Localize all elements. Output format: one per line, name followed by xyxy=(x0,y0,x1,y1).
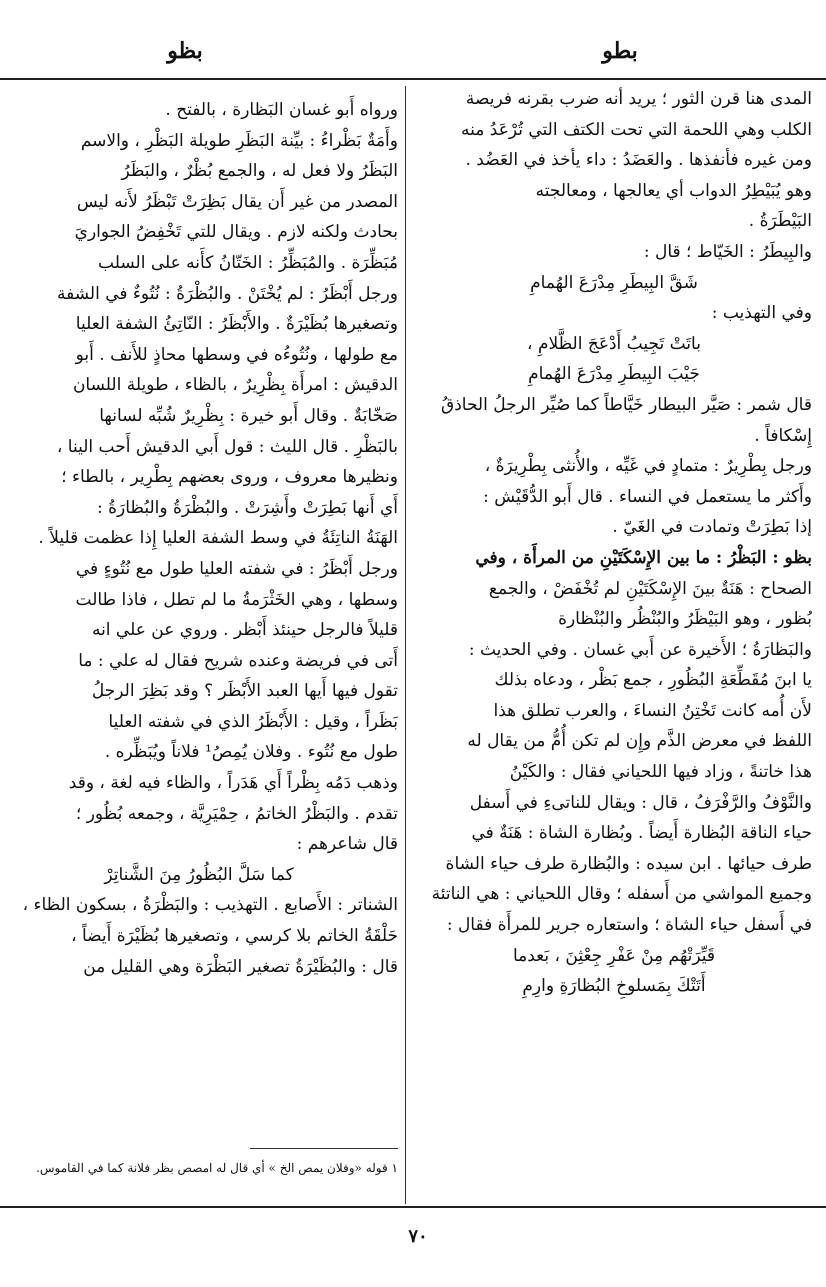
running-header-right: بطو xyxy=(602,38,638,64)
text-line: يا ابنَ مُقَطِّعَةِ البُظُورِ ، جمع بَظْر ، ودعاه بذلك xyxy=(494,670,812,691)
text-line: مُبَظِّرَة . والمُبَظِّرُ : الخَتّانُ كأَنه على السلب xyxy=(98,252,398,273)
text-line: البَظَرُ ولا فعل له ، والجمع بُظْرٌ ، والبَظَرُ xyxy=(121,161,398,182)
text-line: إذا بَطِرَتْ وتمادت في الغَيّ . xyxy=(612,517,812,538)
text-line: قال : والبُظَيْرَةُ تصغير البَظْرَة وهي القليل من xyxy=(83,956,398,977)
right-column xyxy=(416,84,812,1202)
text-line: وذهب دَمُه بِظْراً أَي هَدَراً ، والظاء فيه لغة ، وقد xyxy=(68,773,398,794)
text-line: ورجل بِطْرِيرٌ : متمادٍ في غَيِّه ، والأُنثى بِطْرِيرَةٌ ، xyxy=(484,456,812,477)
running-header-left: بظو xyxy=(167,38,203,64)
text-line: والبَظارَةُ ؛ الأَخيرة عن أَبي غسان . وفي الحديث : xyxy=(468,639,812,660)
text-line: لأَن أُمه كانت تَخْتِنُ النساءَ ، والعرب تطلق هذا xyxy=(493,700,812,721)
verse-line: كما سَلَّ البُظُورُ مِنَ الشَّناتِرْ xyxy=(104,864,294,885)
text-line: حياء الناقة البُظارة أَيضاً . وبُظارة الشاة : هَنَةٌ في xyxy=(471,823,812,844)
text-line: طرف حيائها . ابن سيده : والبُظارة طرف حياء الشاة xyxy=(445,853,812,874)
verse-line: قَيِّرَتْهُم مِنْ عَفْرِ جِعْثِنَ ، بَعدما xyxy=(512,945,716,966)
text-line: ومن غيره فأنفذها . والعَضَدُ : داء يأخذ في العَضُد . xyxy=(465,150,812,171)
verse-line: أَتَتْكَ بِمَسلوخِ البُظارَةِ وارِمِ xyxy=(522,976,706,997)
text-line: الكلب وهي اللحمة التي تحت الكتف التي تُرْعَدُ منه xyxy=(461,119,812,140)
text-line: بحادث ولكنه لازم . ويقال للتي تَخْفِضُ الجواريَ xyxy=(74,222,398,243)
entry-heading-line: بظو : البَظْرُ : ما بين الإِسْكَتَيْنِ من المرأَة ، وفي xyxy=(475,547,812,568)
footnote-rule xyxy=(250,1148,398,1149)
verse-line: باتَتْ تَجِيبُ أَدْعَجَ الظَّلامِ ، xyxy=(527,333,701,354)
text-line: وهو يُبَيْطِرُ الدواب أي يعالجها ، ومعالجته xyxy=(535,180,812,201)
text-line: تقدم . والبَظْرُ الخاتمُ ، حِمْيَرِيَّة ، وجمعه بُظُور ؛ xyxy=(75,803,398,824)
text-line: الصحاح : هَنَةٌ بينَ الإِسْكَتَيْنِ لم تُخْفَضْ ، والجمع xyxy=(488,578,812,599)
left-column xyxy=(0,95,398,1145)
text-line: والنَّوْفُ والرَّفْرَفُ ، قال : ويقال للناتىءِ في أَسفل xyxy=(469,792,812,813)
text-line: حَلْقَةُ الخاتم بلا كرسي ، وتصغيرها بُظَيْرَة أَيضاً ، xyxy=(71,926,398,947)
text-line: المدى هنا قرن الثور ؛ يريد أنه ضرب بقرنه فريصة xyxy=(465,89,812,109)
text-line: في أَسفل حياء الشاة ؛ واستعاره جرير للمرأَة فقال : xyxy=(446,915,812,936)
text-line: اللفظ في معرض الذَّم وإِن لم تكن أُمُّ من يقال له xyxy=(467,731,812,752)
text-line: الهَنَةُ الناتِئَةُ في وسط الشفة العليا إِذا عظمت قليلاً . xyxy=(38,528,398,549)
text-line: وجميع المواشي من أَسفله ؛ وقال اللحياني : هي الناتئة xyxy=(431,884,812,905)
text-line: وسطها ، وهي الخَثْرَمةُ ما لم تطل ، فاذا طالت xyxy=(75,589,398,610)
text-line: وأَمَةٌ بَظْراءُ : بيِّنة البَظَرِ طويلة البَظْرِ ، والاسم xyxy=(80,130,398,151)
text-line: والبِيطَرُ : الخَيّاط ؛ قال : xyxy=(643,241,812,262)
text-line: ورجل أَبْظَرُ : في شفته العليا طول مع نُتُوءٍ في xyxy=(75,558,398,579)
footer-rule xyxy=(0,1206,826,1208)
text-line: المصدر من غير أَن يقال بَظِرَتْ تَبْظَرُ لأَنه ليس xyxy=(76,191,398,212)
text-line: تقول فيها أَيها العبد الأَبْظَر ؟ وقد بَظِرَ الرجلُ xyxy=(91,681,398,702)
text-line: هذا خاتنةً ، وزاد فيها اللحياني فقال : والكَيْنُ xyxy=(509,762,812,783)
text-line: مع طولها ، ونُتُوءُه في وسطها محاذٍ للأَنف . أَبو xyxy=(75,344,398,365)
header-rule xyxy=(0,78,826,80)
text-line: ورجل أَبْظَرُ : لم يُخْتَنْ . والبُظْرَةُ : نُتُوءٌ في الشفة xyxy=(57,283,398,304)
text-line: الدقيش : امرأَة بِظْرِيرٌ ، بالظاء ، طويلة اللسان xyxy=(72,375,398,396)
column-divider xyxy=(405,86,406,1204)
text-line: صَخّابَةٌ . وقال أَبو خيرة : بِظْرِيرٌ شُبِّه لسانها xyxy=(99,405,398,426)
text-line: قال شاعرهم : xyxy=(296,834,398,855)
text-line: بُظور ، وهو البَيْظَرُ والبُنْظُر والبُنْظارة xyxy=(558,609,812,630)
text-line: وأَكثر ما يستعمل في النساء . قال أَبو الدُّقَيْش : xyxy=(483,486,812,507)
text-line: قليلاً فالرجل حينئذ أَبْظر . وروي عن علي انه xyxy=(91,620,398,641)
verse-line: جَيْبَ البِيطَرِ مِدْرَعَ الهُمامِ xyxy=(528,364,700,385)
text-line: ورواه أَبو غسان البَظارة ، بالفتح . xyxy=(165,100,398,120)
text-line: بَظَراً ، وقيل : الأَبْظَرُ الذي في شفته العليا xyxy=(108,711,398,732)
text-line: وفي التهذيب : xyxy=(711,303,812,324)
text-line: إِسْكافاً . xyxy=(754,425,812,446)
text-line: بالبَظْرِ . قال الليث : قول أَبي الدقيش أَحب الينا ، xyxy=(56,436,398,457)
text-line: الشناتر : الأَصابع . التهذيب : والبَظْرَةُ ، بسكون الظاء ، xyxy=(22,895,398,916)
text-line: أَي أَنها بَطِرَتْ وأَشِرَتْ . والبُظْرَةُ والبُظارَةُ : xyxy=(96,497,398,518)
text-line: البَيْطَرَةُ . xyxy=(748,211,812,232)
text-line: وتصغيرها بُظَيْرَةٌ . والأَبْظَرُ : النّاتِئُ الشفة العليا xyxy=(75,314,398,335)
text-line: طول مع نُتُوء . وفلان يُمِصُ¹ فلاناً ويُبَظِّره . xyxy=(104,742,398,763)
text-line: أَتى في فريضة وعنده شريح فقال له علي : ما xyxy=(78,650,398,671)
footnote: ١ قوله «وفلان يمص الخ » أي قال له امصص بظر فلانة كما في القاموس. xyxy=(36,1161,398,1175)
text-line: ونظيرها معروف ، وروى بعضهم بِطْرِير ، بالطاء ؛ xyxy=(61,467,398,488)
page-number: ٧٠ xyxy=(408,1226,428,1247)
text-line: قال شمر : صَيَّر البيطار خَيَّاطاً كما صُيِّر الرجلُ الحاذقُ xyxy=(441,394,812,415)
verse-line: شَقَّ البِيطَرِ مِدْرَعَ الهُمامِ xyxy=(530,272,698,293)
